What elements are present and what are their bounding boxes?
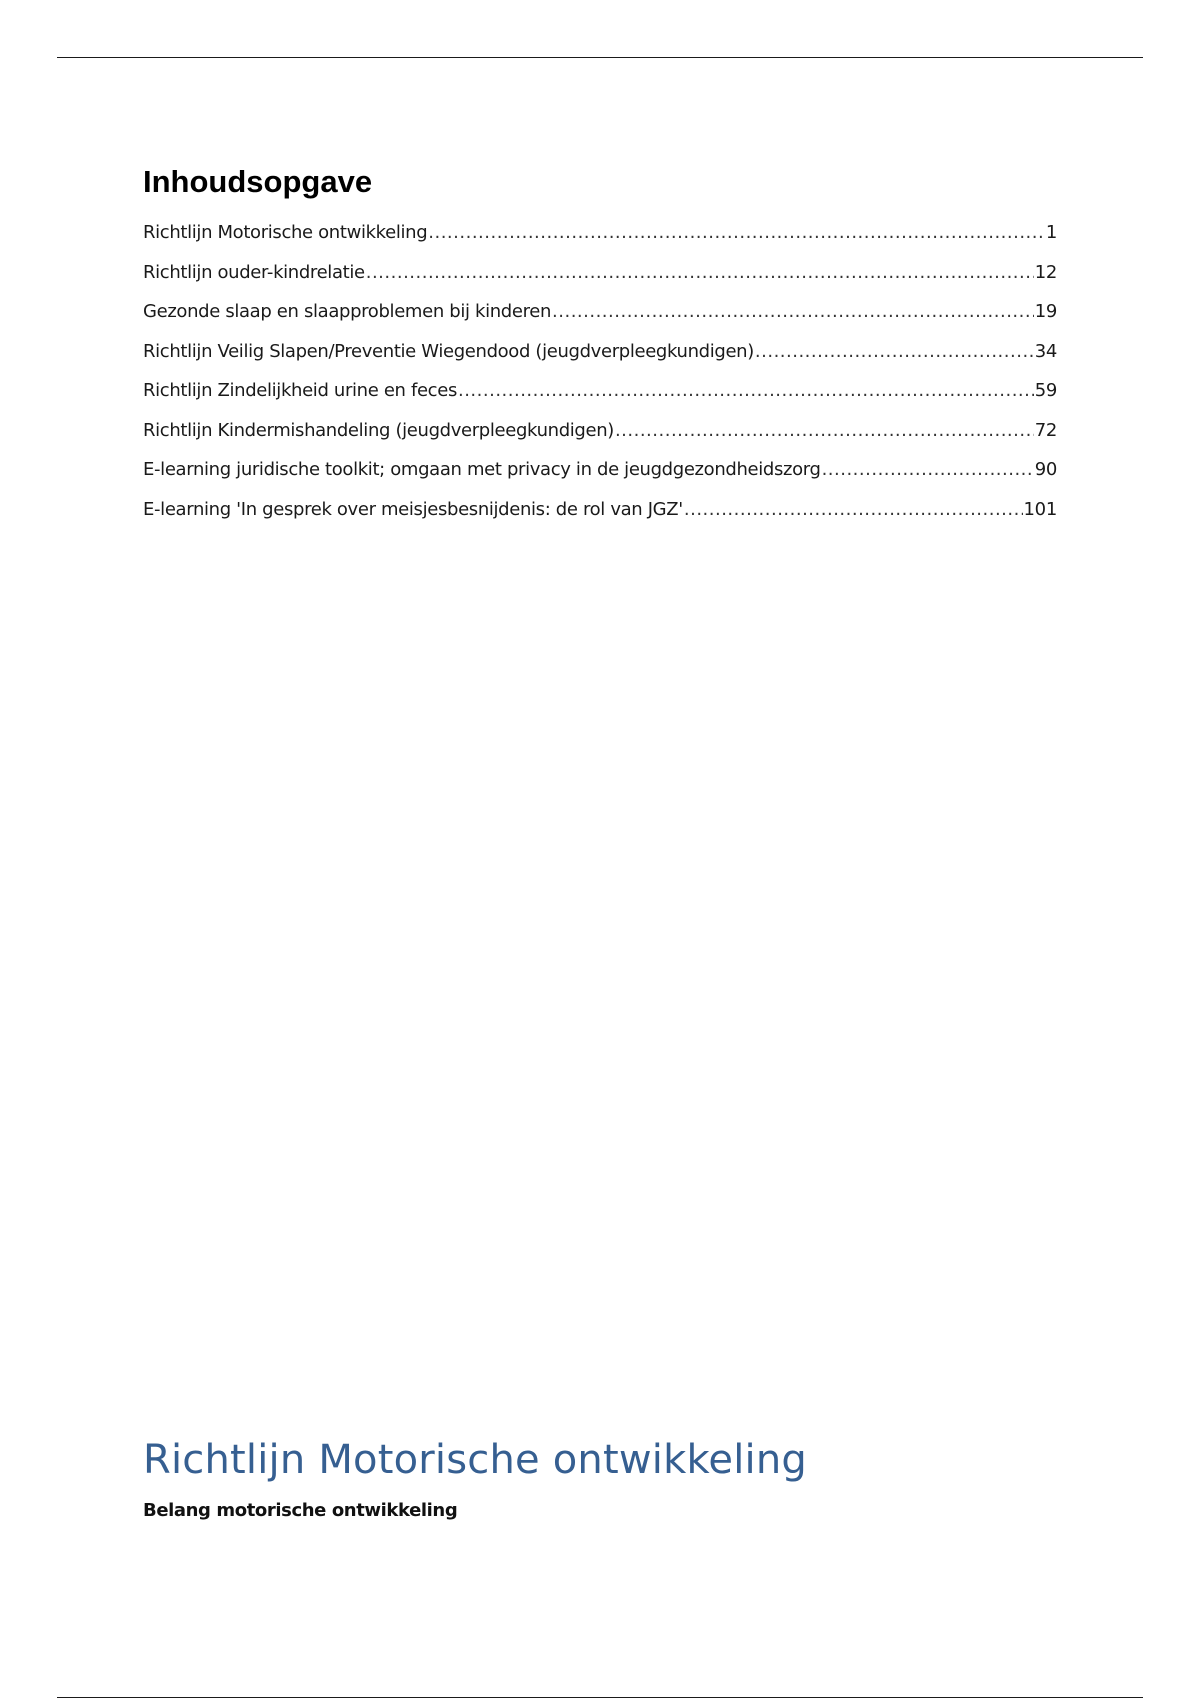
toc-entry-page: 101 (1023, 498, 1057, 520)
toc-entry-title: Richtlijn Motorische ontwikkeling (143, 222, 428, 243)
toc-dot-leader (822, 455, 1034, 485)
toc-entry[interactable] (143, 258, 1057, 298)
toc-entry-page: 90 (1034, 459, 1057, 480)
toc-entry-page: 1 (1045, 222, 1057, 243)
table-of-contents (143, 218, 1057, 534)
toc-entry[interactable] (143, 297, 1057, 337)
toc-entry-title: Richtlijn ouder-kindrelatie (143, 261, 365, 283)
toc-entry[interactable] (143, 337, 1057, 377)
toc-entry-page: 19 (1034, 301, 1057, 322)
toc-heading: Inhoudsopgave (143, 164, 373, 199)
toc-entry-page: 34 (1034, 340, 1057, 362)
toc-dot-leader (366, 258, 1034, 288)
toc-entry-title: Richtlijn Kindermishandeling (jeugdverpleegkundigen) (143, 419, 614, 441)
toc-dot-leader (552, 297, 1034, 327)
toc-entry[interactable] (143, 218, 1057, 258)
toc-dot-leader (615, 416, 1034, 446)
toc-entry-title: Richtlijn Zindelijkheid urine en feces (143, 380, 457, 401)
toc-entry-page: 72 (1034, 419, 1057, 441)
toc-entry[interactable] (143, 416, 1057, 456)
toc-dot-leader (684, 495, 1023, 525)
toc-entry-title: Gezonde slaap en slaapproblemen bij kinderen (143, 301, 552, 322)
toc-entry[interactable] (143, 376, 1057, 416)
toc-entry-page: 59 (1034, 380, 1057, 401)
toc-entry[interactable] (143, 495, 1057, 535)
toc-dot-leader (755, 337, 1034, 367)
toc-entry-title: E-learning 'In gesprek over meisjesbesnijdenis: de rol van JGZ' (143, 498, 683, 520)
section-title: Richtlijn Motorische ontwikkeling (143, 1437, 807, 1483)
toc-dot-leader (458, 376, 1034, 406)
section-subheading: Belang motorische ontwikkeling (143, 1500, 458, 1521)
toc-entry[interactable] (143, 455, 1057, 495)
toc-dot-leader (428, 218, 1045, 248)
toc-entry-title: E-learning juridische toolkit; omgaan met privacy in de jeugdgezondheidszorg (143, 459, 821, 480)
footer-rule (57, 1697, 1143, 1698)
toc-entry-page: 12 (1034, 261, 1057, 283)
toc-entry-title: Richtlijn Veilig Slapen/Preventie Wiegendood (jeugdverpleegkundigen) (143, 340, 754, 362)
header-rule (57, 57, 1143, 58)
